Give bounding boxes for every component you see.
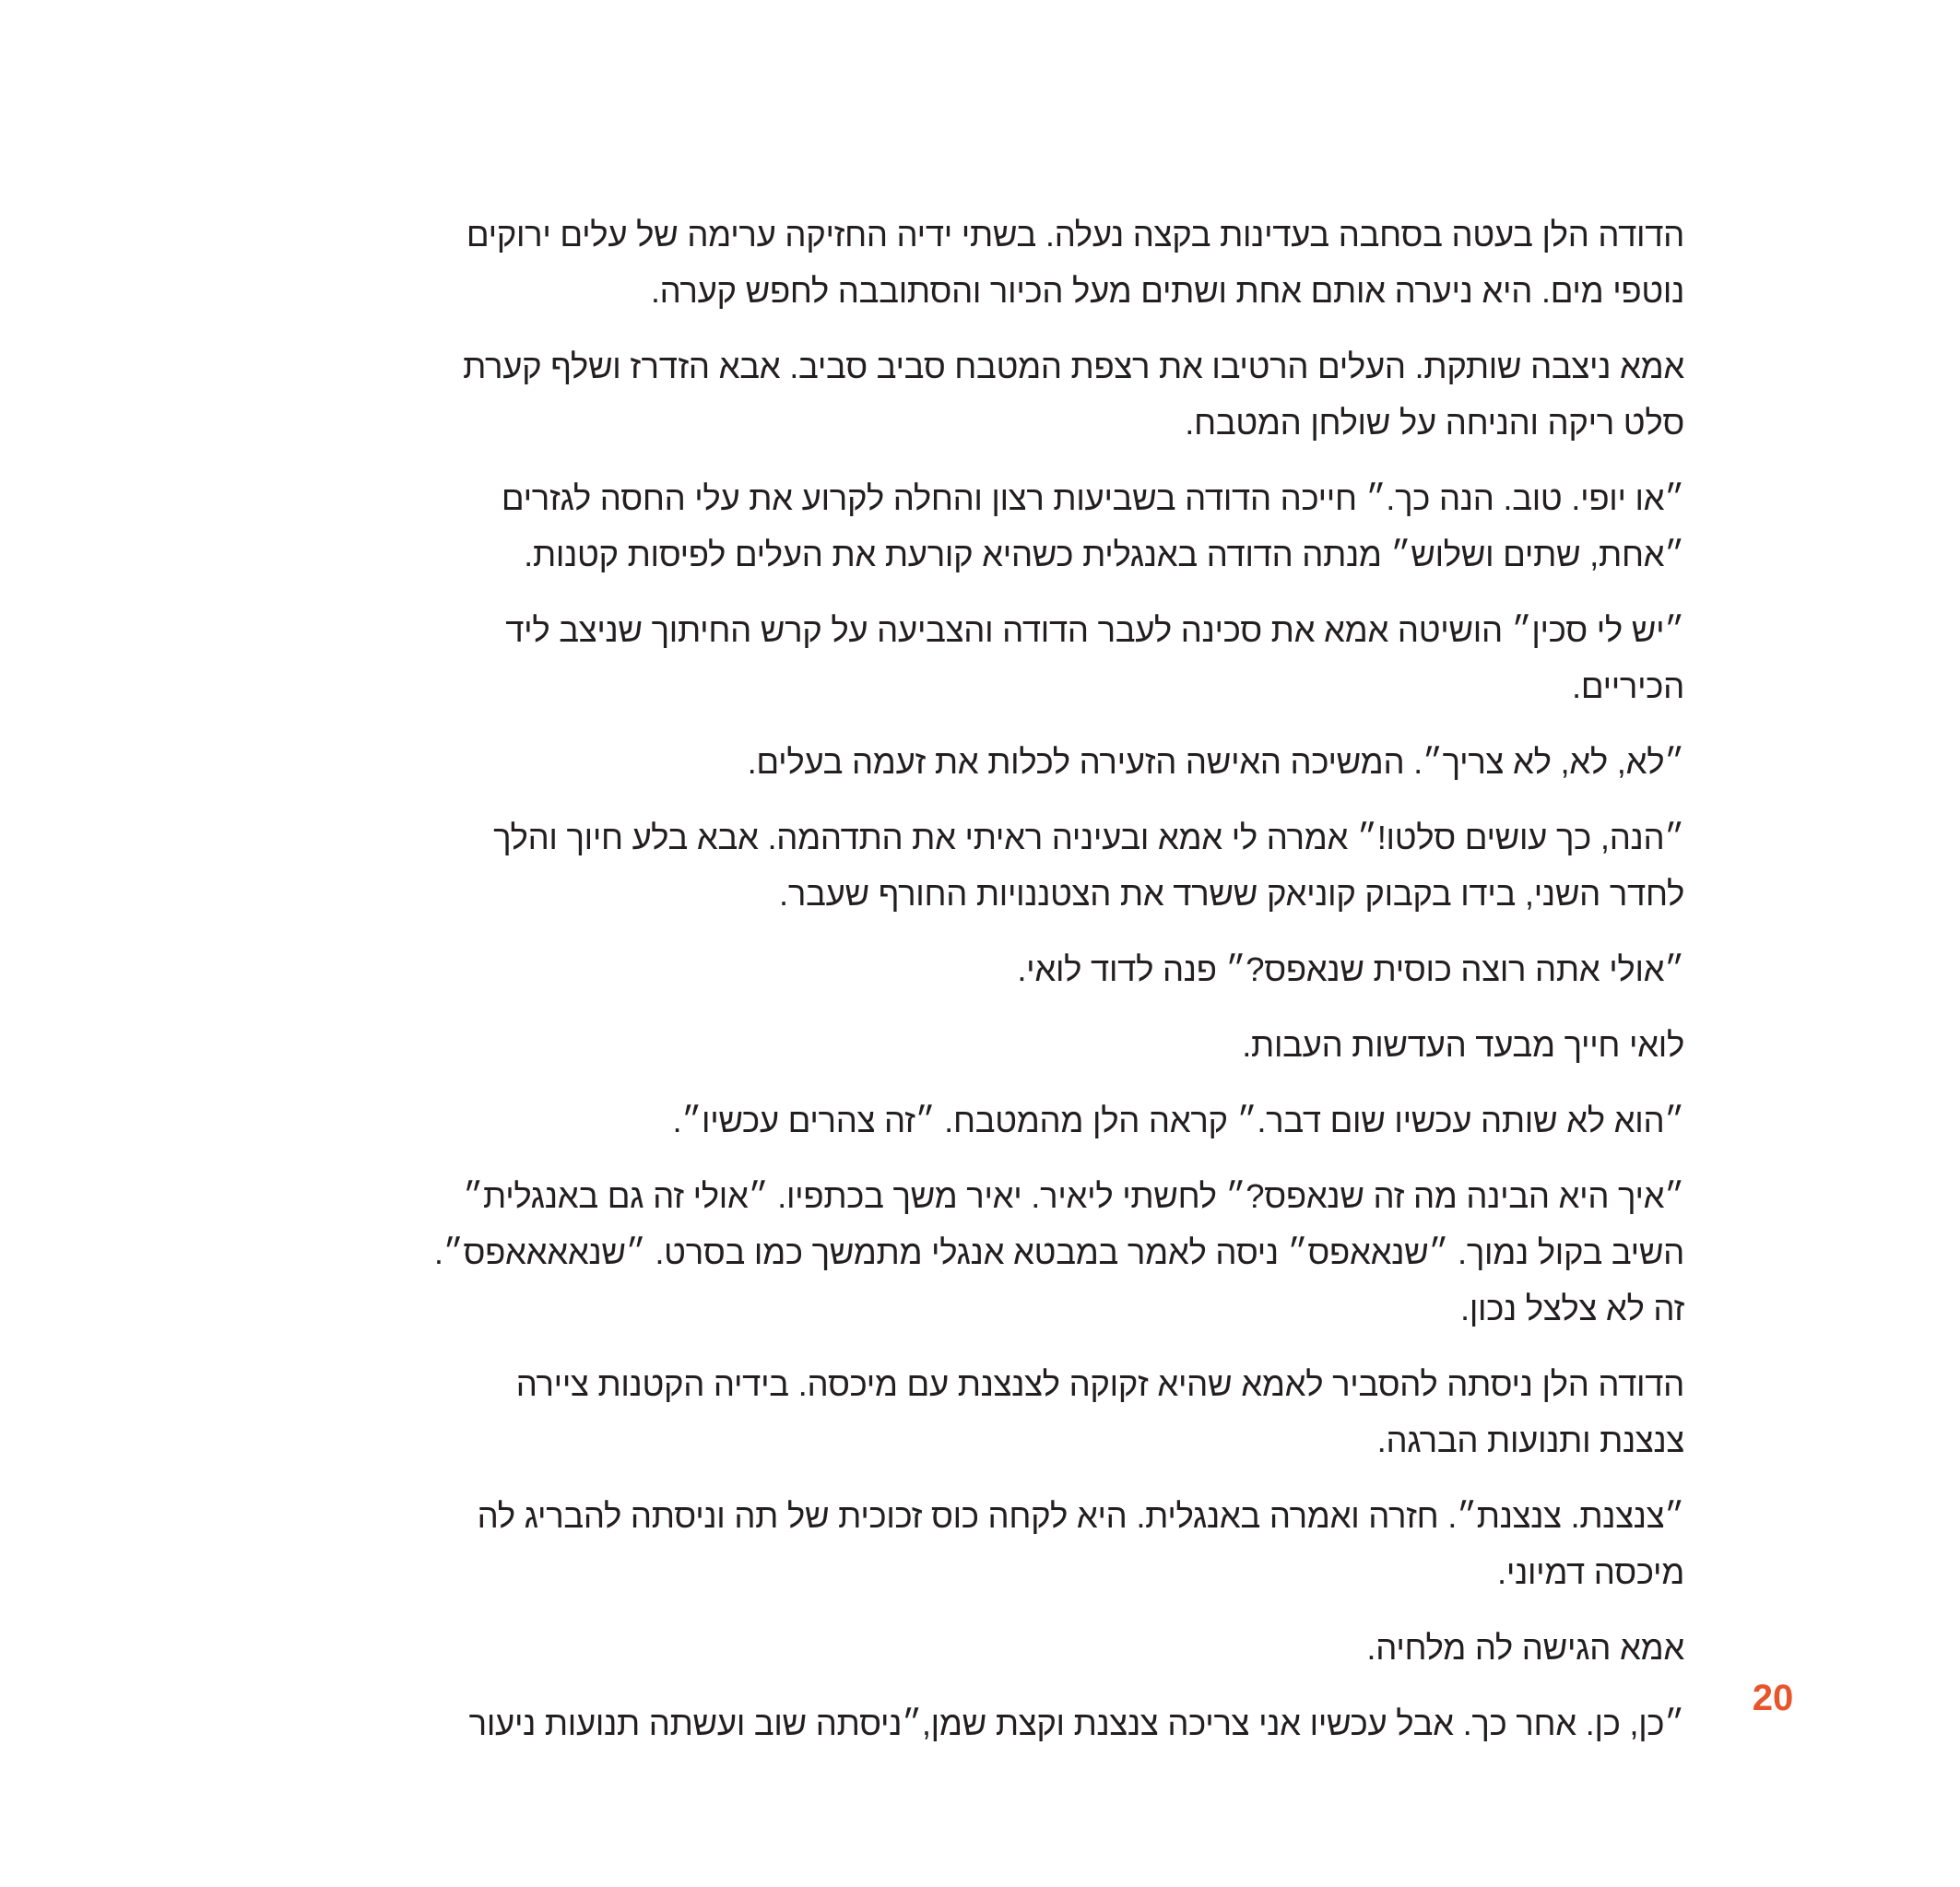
paragraph: [290, 809, 1684, 922]
text-line: ״הנה, כך עושים סלטו!״ אמרה לי אמא ובעיניה ראיתי את התדהמה. אבא בלע חיוך והלך: [493, 819, 1684, 856]
paragraph: [290, 1695, 1684, 1751]
paragraph: [290, 602, 1684, 714]
paragraph: [290, 338, 1684, 451]
text-line: הדודה הלן ניסתה להסביר לאמא שהיא זקוקה לצנצנת עם מיכסה. בידיה הקטנות ציירה: [515, 1365, 1684, 1403]
text-line: ״צנצנת. צנצנת״. חזרה ואמרה באנגלית. היא לקחה כוס זכוכית של תה וניסתה להבריג לה: [477, 1497, 1684, 1535]
text-line: אמא ניצבה שותקת. העלים הרטיבו את רצפת המטבח סביב סביב. אבא הזדרז ושלף קערת: [463, 348, 1684, 385]
text-line: השיב בקול נמוך. ״שנאאפס״ ניסה לאמר במבטא אנגלי מתמשך כמו בסרט. ״שנאאאאפס״.: [433, 1233, 1684, 1271]
paragraph: [290, 470, 1684, 583]
paragraph: [290, 1017, 1684, 1073]
text-line: ״הוא לא שותה עכשיו שום דבר.״ קראה הלן מהמטבח. ״זה צהרים עכשיו״.: [672, 1102, 1684, 1139]
text-line: צנצנת ותנועות הברגה.: [1376, 1421, 1684, 1459]
text-line: ״אולי אתה רוצה כוסית שנאפס?״ פנה לדוד לואי.: [1017, 950, 1684, 988]
text-line: נוטפי מים. היא ניערה אותם אחת ושתים מעל הכיור והסתובבה לחפש קערה.: [650, 272, 1684, 310]
paragraph: [290, 1620, 1684, 1676]
text-line: הדודה הלן בעטה בסחבה בעדינות בקצה נעלה. בשתי ידיה החזיקה ערימה של עלים ירוקים: [466, 216, 1684, 254]
text-line: לחדר השני, בידו בקבוק קוניאק ששרד את הצטננויות החורף שעבר.: [779, 875, 1684, 913]
text-line: ״איך היא הבינה מה זה שנאפס?״ לחשתי ליאיר. יאיר משך בכתפיו. ״אולי זה גם באנגלית״: [463, 1177, 1684, 1215]
text-line: סלט ריקה והניחה על שולחן המטבח.: [1185, 404, 1684, 442]
text-line: ״אחת, שתים ושלוש״ מנתה הדודה באנגלית כשהיא קורעת את העלים לפיסות קטנות.: [524, 536, 1684, 573]
text-line: ״יש לי סכין״ הושיטה אמא את סכינה לעבר הדודה והצביעה על קרש החיתוך שניצב ליד: [505, 611, 1684, 649]
text-line: אמא הגישה לה מלחיה.: [1366, 1629, 1684, 1667]
paragraph: [290, 1488, 1684, 1600]
paragraph: [290, 734, 1684, 790]
paragraph: [290, 206, 1684, 319]
body-text: [290, 206, 1684, 1771]
text-line: מיכסה דמיוני.: [1497, 1553, 1684, 1591]
text-line: זה לא צלצל נכון.: [1459, 1290, 1684, 1327]
text-line: ״כן, כן. אחר כך. אבל עכשיו אני צריכה צנצנת וקצת שמן,״ניסתה שוב ועשתה תנועות ניעור: [468, 1704, 1684, 1742]
paragraph: [290, 1168, 1684, 1337]
paragraph: [290, 941, 1684, 997]
paragraph: [290, 1356, 1684, 1468]
text-line: הכיריים.: [1572, 667, 1684, 705]
text-line: ״או יופי. טוב. הנה כך.״ חייכה הדודה בשביעות רצון והחלה לקרוע את עלי החסה לגזרים: [501, 479, 1684, 517]
paragraph: [290, 1092, 1684, 1149]
page-number: 20: [1752, 1678, 1794, 1718]
text-line: לואי חייך מבעד העדשות העבות.: [1242, 1026, 1684, 1064]
text-line: ״לא, לא, לא צריך״. המשיכה האישה הזעירה לכלות את זעמה בעלים.: [747, 743, 1684, 781]
